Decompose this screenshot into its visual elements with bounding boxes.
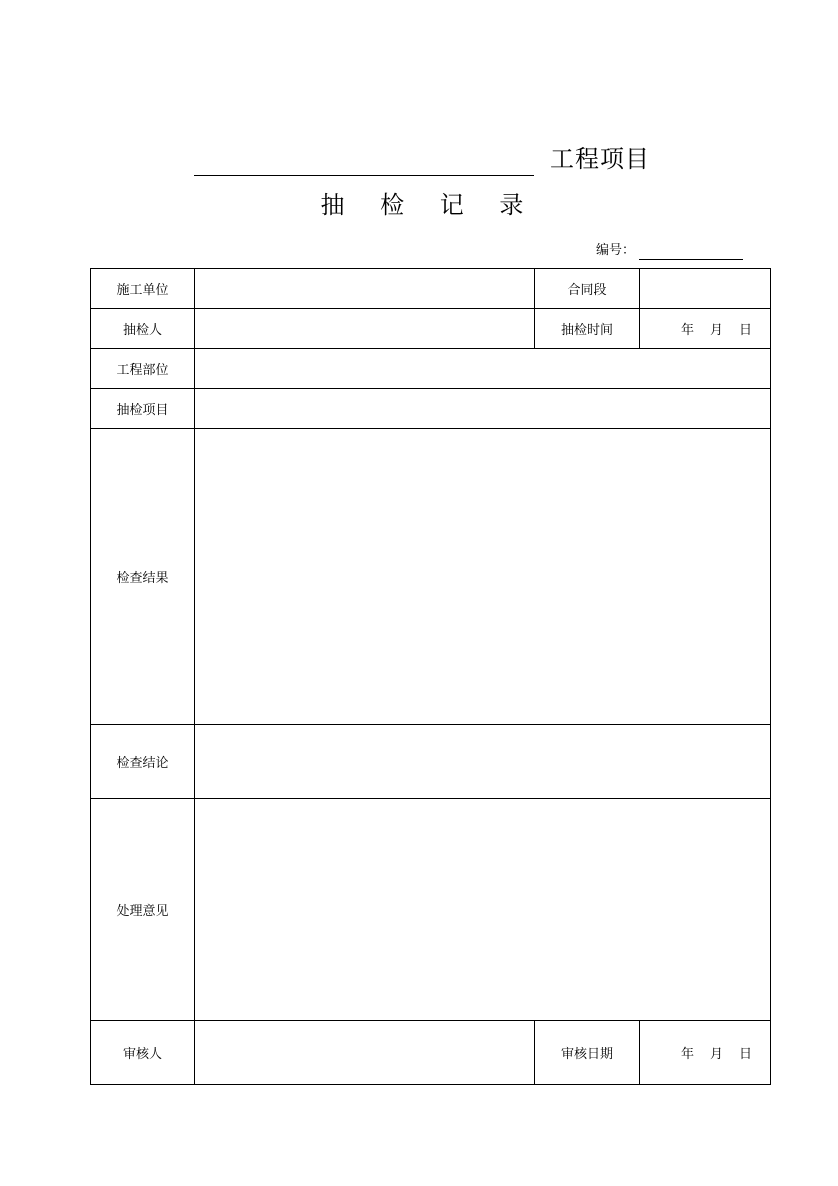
review-date-label: 审核日期 (535, 1021, 640, 1085)
reviewer-label: 审核人 (91, 1021, 195, 1085)
table-row (91, 389, 771, 429)
page-title: 工程项目 (550, 145, 650, 173)
contract-section-field[interactable] (640, 269, 771, 309)
inspection-item-label: 抽检项目 (91, 389, 195, 429)
table-row (91, 725, 771, 799)
inspection-item-field[interactable] (195, 389, 771, 429)
title-row (0, 140, 838, 180)
table-row (91, 429, 771, 725)
date-year: 年 (680, 1047, 694, 1062)
inspection-conclusion-label: 检查结论 (91, 725, 195, 799)
construction-unit-label: 施工单位 (91, 269, 195, 309)
project-name-blank[interactable] (194, 175, 534, 176)
date-month: 月 (709, 323, 723, 338)
inspection-time-field[interactable] (640, 309, 771, 349)
inspection-record-table (90, 268, 771, 1085)
inspector-label: 抽检人 (91, 309, 195, 349)
inspection-result-label: 检查结果 (91, 429, 195, 725)
table-row (91, 309, 771, 349)
table-row (91, 1021, 771, 1085)
reviewer-field[interactable] (195, 1021, 535, 1085)
inspector-field[interactable] (195, 309, 535, 349)
date-year: 年 (680, 323, 694, 338)
date-day: 日 (738, 323, 752, 338)
construction-unit-field[interactable] (195, 269, 535, 309)
date-day: 日 (738, 1047, 752, 1062)
page-subtitle: 抽 检 记 录 (320, 191, 538, 219)
serial-number-row (596, 242, 746, 262)
table-row (91, 799, 771, 1021)
inspection-conclusion-field[interactable] (195, 725, 771, 799)
project-location-field[interactable] (195, 349, 771, 389)
serial-number-label: 编号： (596, 243, 636, 258)
inspection-result-field[interactable] (195, 429, 771, 725)
handling-opinion-field[interactable] (195, 799, 771, 1021)
table-row (91, 269, 771, 309)
review-date-field[interactable] (640, 1021, 771, 1085)
contract-section-label: 合同段 (535, 269, 640, 309)
serial-number-blank[interactable] (639, 259, 743, 260)
project-location-label: 工程部位 (91, 349, 195, 389)
inspection-time-label: 抽检时间 (535, 309, 640, 349)
table-row (91, 349, 771, 389)
date-month: 月 (709, 1047, 723, 1062)
handling-opinion-label: 处理意见 (91, 799, 195, 1021)
